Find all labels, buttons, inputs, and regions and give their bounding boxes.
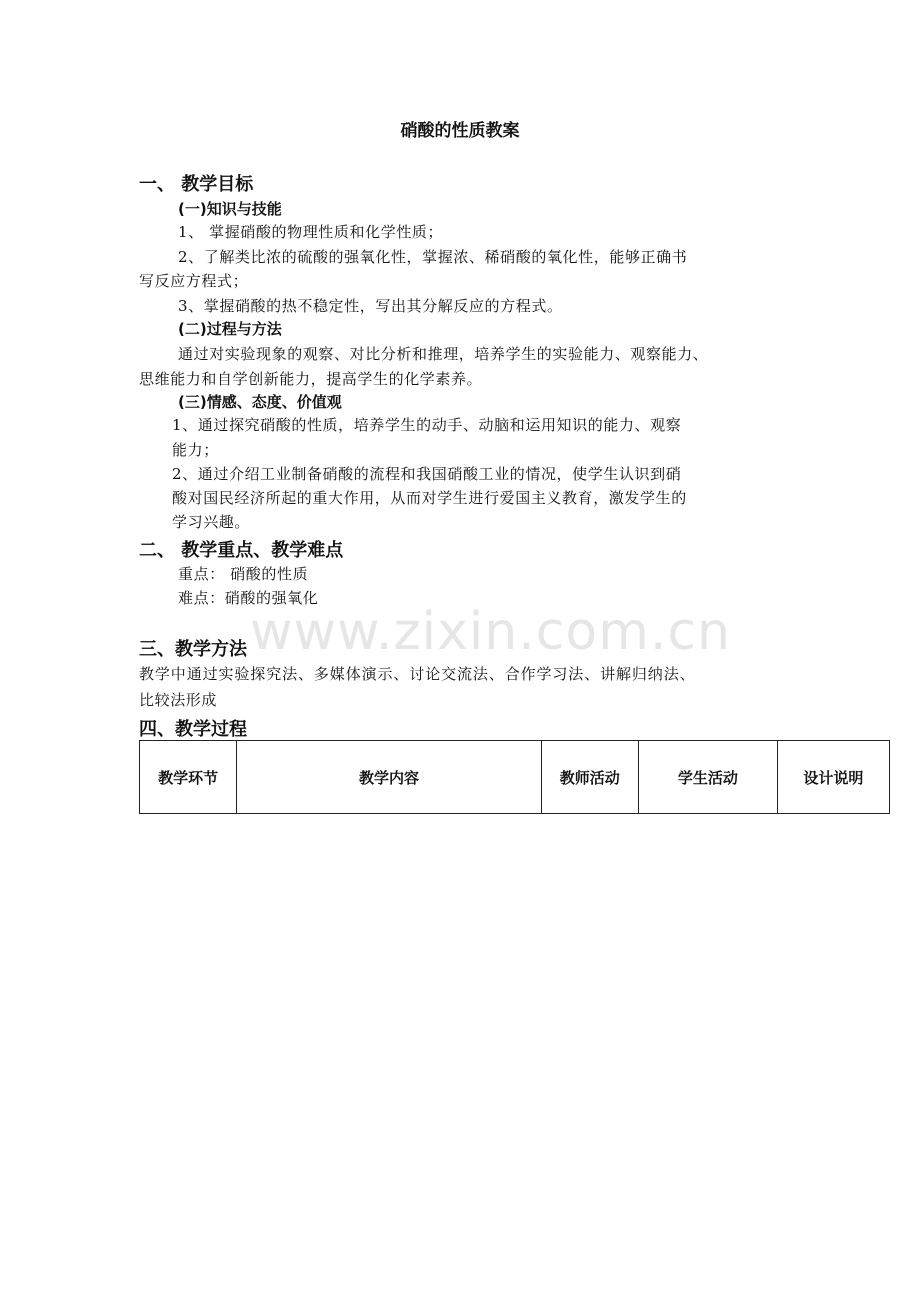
subsection-process-heading: (二)过程与方法	[178, 320, 282, 338]
column-header-teaching-stage: 教学环节	[140, 741, 237, 814]
method-text-line-2: 比较法形成	[139, 691, 218, 709]
column-header-teaching-content: 教学内容	[237, 741, 541, 814]
process-text-line-1: 通过对实验现象的观察、对比分析和推理，培养学生的实验能力、观察能力、	[178, 345, 709, 363]
knowledge-item-1: 1、 掌握硝酸的物理性质和化学性质；	[178, 223, 444, 241]
column-header-design-notes: 设计说明	[777, 741, 889, 814]
section-1-heading: 一、 教学目标	[139, 174, 254, 195]
process-text-line-2: 思维能力和自学创新能力，提高学生的化学素养。	[139, 370, 483, 388]
teaching-process-table	[139, 740, 890, 814]
attitude-item-1-line-1: 1、通过探究硝酸的性质，培养学生的动手、动脑和运用知识的能力、观察	[172, 416, 682, 434]
subsection-knowledge-heading: (一)知识与技能	[178, 200, 282, 218]
attitude-item-1-line-2: 能力；	[172, 441, 219, 459]
column-header-teacher-activity: 教师活动	[541, 741, 638, 814]
key-point: 重点： 硝酸的性质	[178, 565, 309, 583]
section-3-heading: 三、教学方法	[139, 639, 247, 660]
difficult-point: 难点：硝酸的强氧化	[178, 589, 319, 607]
watermark: www.zixin.com.cn	[250, 602, 731, 662]
method-text-line-1: 教学中通过实验探究法、多媒体演示、讨论交流法、合作学习法、讲解归纳法、	[139, 665, 696, 683]
knowledge-item-2-line-2: 写反应方程式；	[139, 272, 249, 290]
table-header-row	[140, 741, 890, 814]
section-2-heading: 二、 教学重点、教学难点	[139, 540, 344, 561]
column-header-student-activity: 学生活动	[638, 741, 777, 814]
attitude-item-2-line-3: 学习兴趣。	[172, 513, 251, 531]
section-4-heading: 四、教学过程	[139, 719, 247, 740]
knowledge-item-3: 3、掌握硝酸的热不稳定性，写出其分解反应的方程式。	[178, 297, 563, 315]
subsection-attitude-heading: (三)情感、态度、价值观	[178, 393, 342, 411]
attitude-item-2-line-2: 酸对国民经济所起的重大作用，从而对学生进行爱国主义教育，激发学生的	[172, 489, 687, 507]
attitude-item-2-line-1: 2、通过介绍工业制备硝酸的流程和我国硝酸工业的情况，使学生认识到硝	[172, 465, 682, 483]
document-title: 硝酸的性质教案	[400, 121, 520, 141]
knowledge-item-2-line-1: 2、了解类比浓的硫酸的强氧化性，掌握浓、稀硝酸的氧化性，能够正确书	[178, 248, 688, 266]
